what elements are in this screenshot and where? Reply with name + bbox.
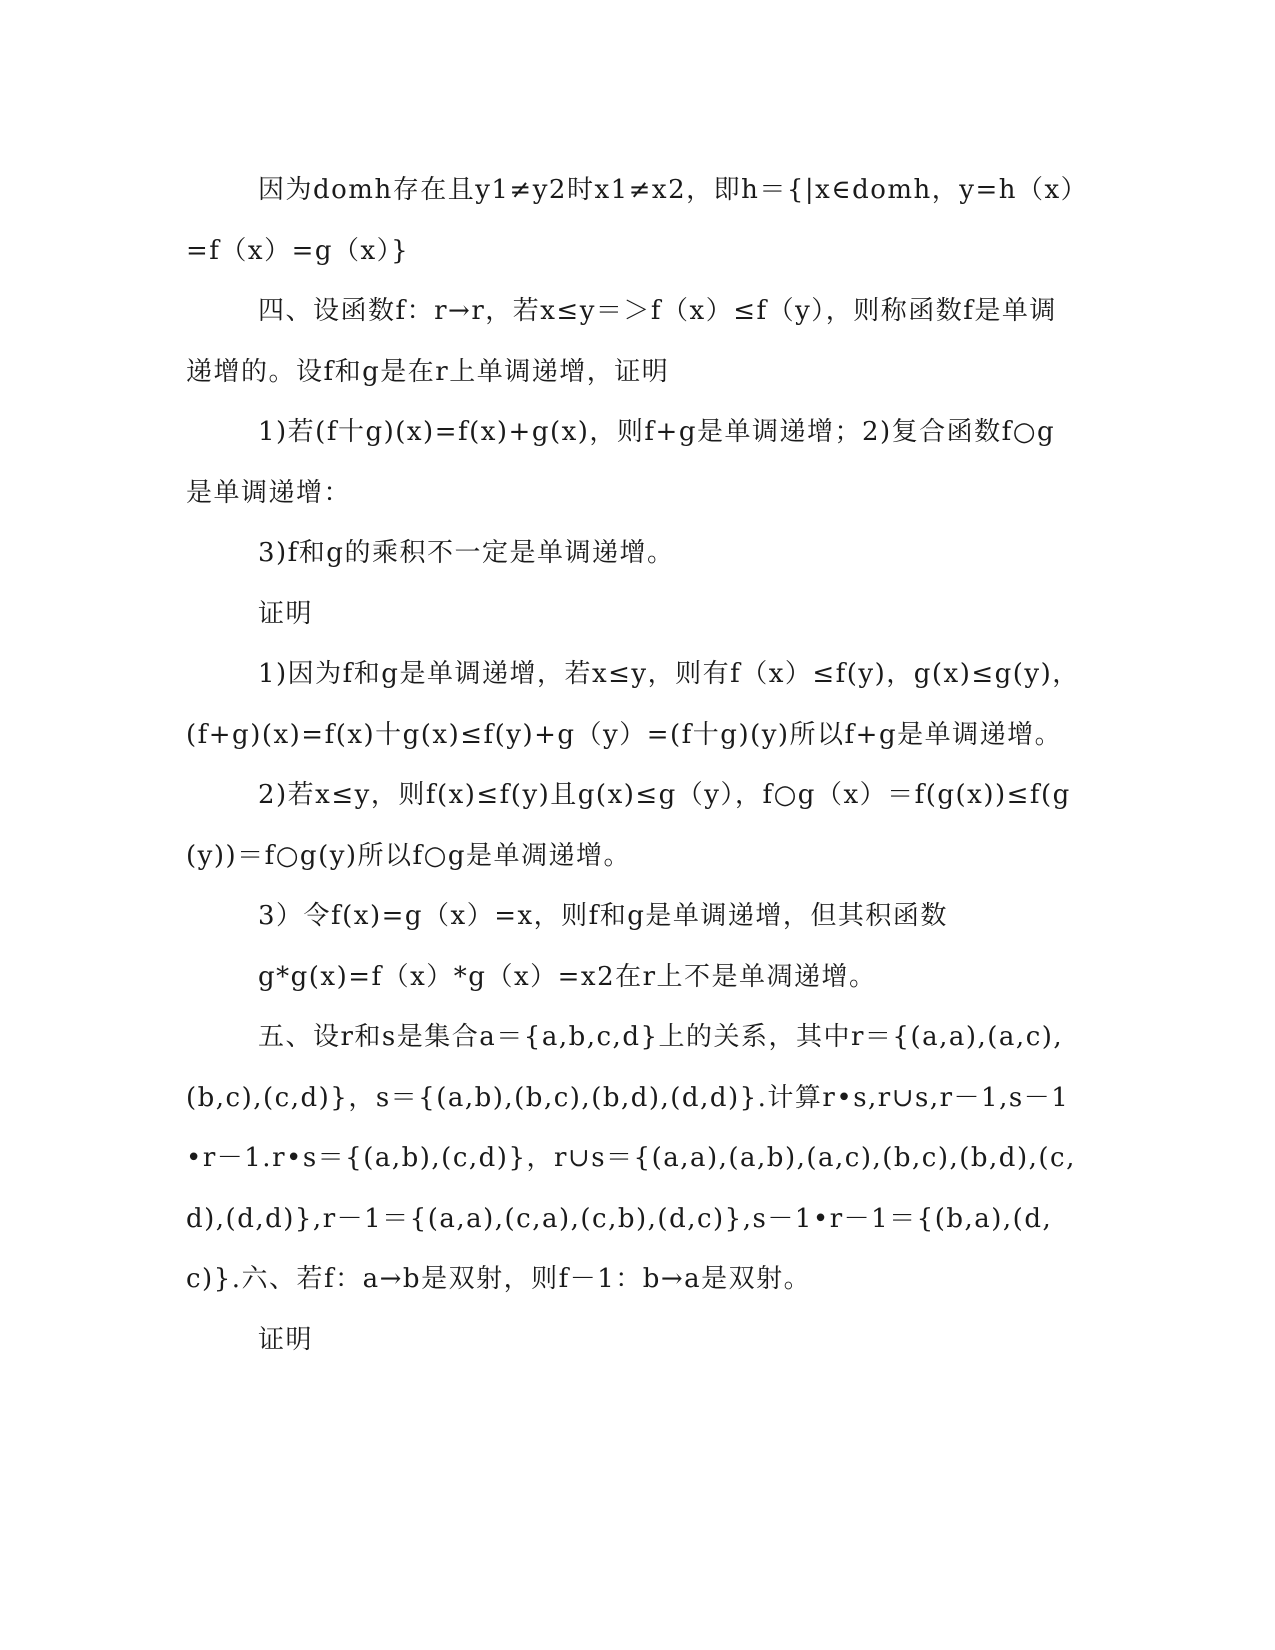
document-body (186, 160, 1082, 1370)
paragraph-proof-part-3-continued: g*g(x)=f（x）*g（x）=x2在r上不是单凋递增。 (258, 961, 877, 992)
paragraph-proof-part-1: 1)因为f和g是单调递增，若x≤y，则有f（x）≤f(y)，g(x)≤g(y)，(f+g)(x)=f(x)十g(x)≤f(y)+g（y）=(f十g)(y)所以f+g是单调递增。 (186, 659, 1080, 750)
paragraph-domh-conclusion: 因为domh存在且y1≠y2时x1≠x2，即h＝{|x∈domh，y=h（x）=f（x）=g（x）} (186, 175, 1076, 266)
paragraph-proof-part-2: 2)若x≤y，则f(x)≤f(y)且g(x)≤g（y），f○g（x）＝f(g(x))≤f(g(y))＝f○g(y)所以f○g是单凋递增。 (186, 780, 1071, 871)
heading-proof: 证明 (258, 598, 314, 629)
paragraph-proof-part-3: 3）令f(x)=g（x）=x，则f和g是单调递增，但其积函数 (258, 901, 948, 931)
paragraph-problem-four: 四、设函数f：r→r，若x≤y＝＞f（x）≤f（y），则称函数f是单调递增的。设f和g是在r上单调递增，证明 (186, 296, 1057, 387)
paragraph-problem-four-part-3: 3)f和g的乘积不一定是单调递增。 (258, 538, 675, 568)
paragraph-problem-five-six: 五、设r和s是集合a＝{a,b,c,d}上的关系，其中r＝{(a,a),(a,c),(b,c),(c,d)}，s＝{(a,b),(b,c),(b,d),(d,d)}.计算r•s,r∪s,r－1,s－1•r－1.r•s＝{(a,b),(c,d)}，r∪s＝{(a,a),(a,b),(a,c),(b,c),(b,d),(c,d),(d,d)},r－1＝{(a,a),(c,a),(c,b),(d,c)},s－1•r－1＝{(b,a),(d,c)}.六、若f：a→b是双射，则f－1：b→a是双射。 (186, 1022, 1076, 1294)
heading-proof-2: 证明 (258, 1324, 314, 1355)
paragraph-problem-four-parts-1-2: 1)若(f十g)(x)=f(x)+g(x)，则f+g是单调递增；2)复合函数f○g是单调递增： (186, 417, 1056, 508)
